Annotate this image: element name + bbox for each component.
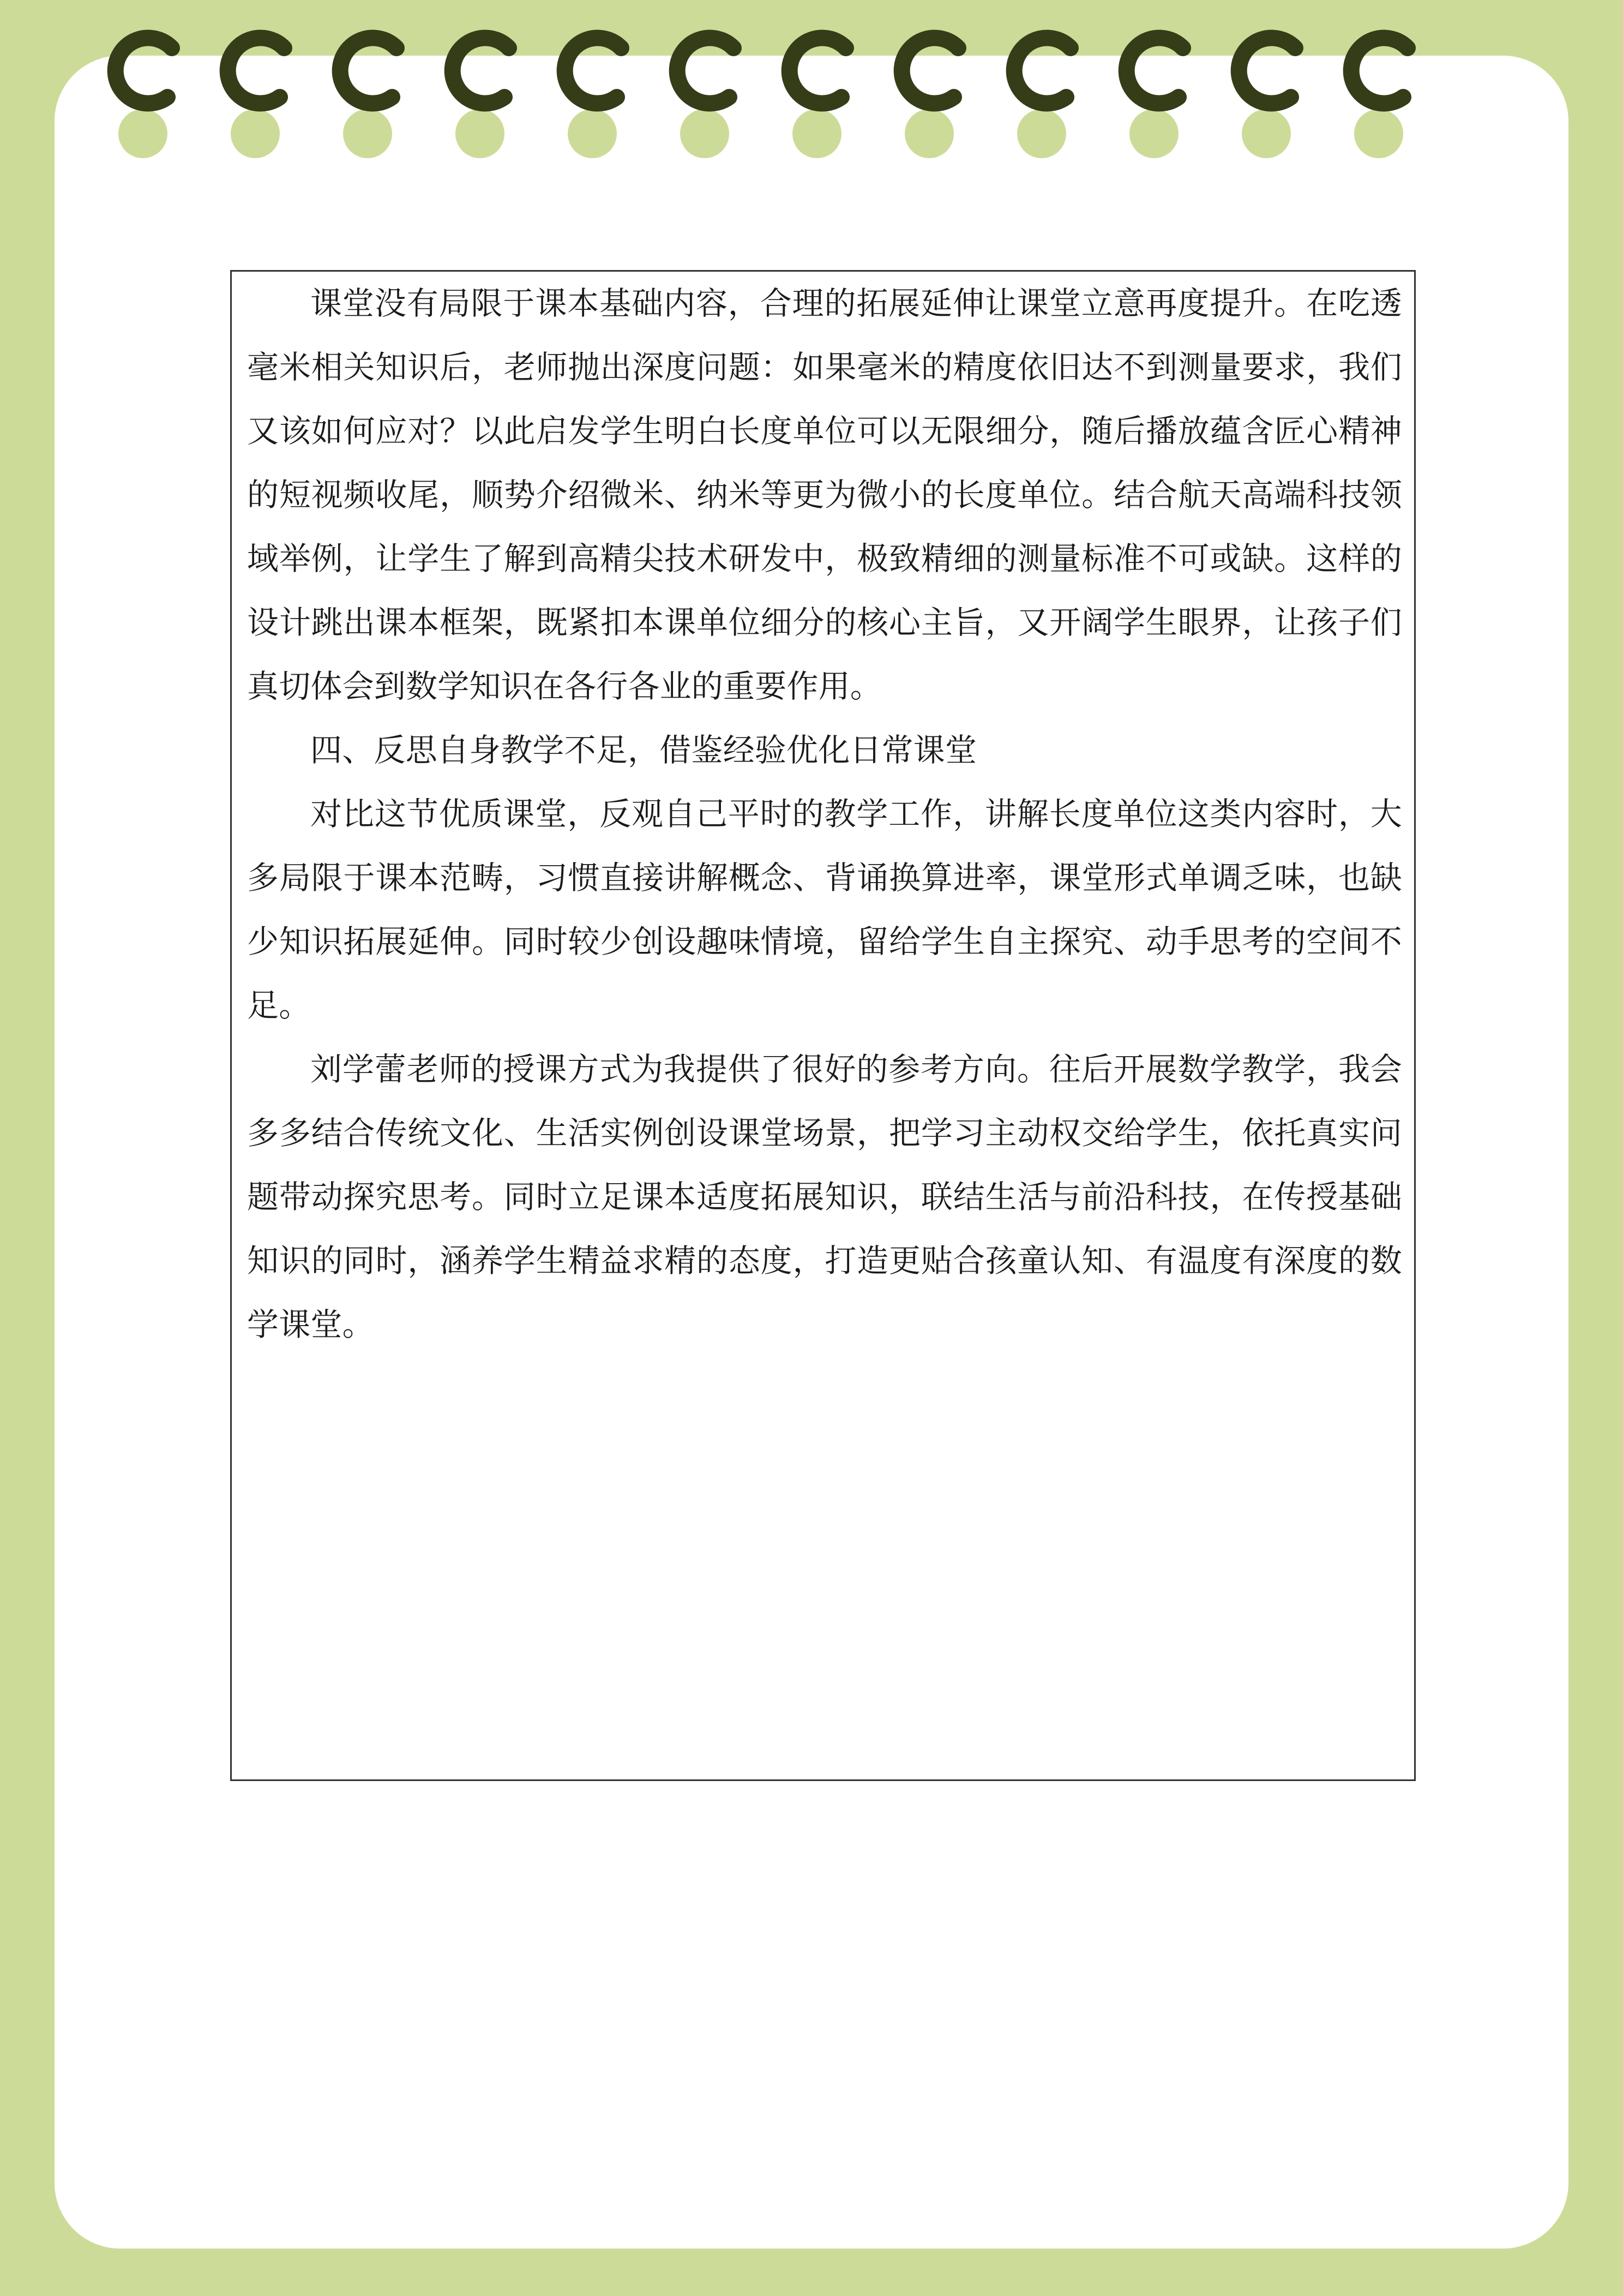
spiral-ring-icon	[97, 0, 189, 164]
spiral-ring-icon	[658, 0, 751, 164]
ring-arc	[546, 0, 639, 131]
ring-arc	[209, 0, 302, 131]
spiral-ring-icon	[434, 0, 526, 164]
spiral-ring-icon	[771, 0, 863, 164]
ring-arc	[658, 0, 751, 131]
ring-arc	[883, 0, 976, 131]
ring-arc	[771, 0, 863, 131]
section-heading: 四、反思自身教学不足，借鉴经验优化日常课堂	[310, 732, 977, 769]
paragraph-extension: 课堂没有局限于课本基础内容，合理的拓展延伸让课堂立意再度提升。在吃透毫米相关知识后，老师抛出深度问题：如果毫米的精度依旧达不到测量要求，我们又该如何应对？以此启发学生明白长度单位可以无限细分，随后播放蕴含匠心精神的短视频收尾，顺势介绍微米、纳米等更为微小的长度单位。结合航天高端科技领域举例，让学生了解到高精尖技术研发中，极致精细的测量标准不可或缺。这样的设计跳出课本框架，既紧扣本课单位细分的核心主旨，又开阔学生眼界，让孩子们真切体会到数学知识在各行各业的重要作用。	[247, 285, 1402, 705]
spiral-ring-icon	[1332, 0, 1425, 164]
ring-arc	[1332, 0, 1425, 131]
spiral-ring-icon	[1108, 0, 1200, 164]
paragraph-reflection: 对比这节优质课堂，反观自己平时的教学工作，讲解长度单位这类内容时，大多局限于课本范畴，习惯直接讲解概念、背诵换算进率，课堂形式单调乏味，也缺少知识拓展延伸。同时较少创设趣味情境，留给学生自主探究、动手思考的空间不足。	[247, 795, 1402, 1024]
spiral-ring-icon	[1220, 0, 1313, 164]
ring-arc	[995, 0, 1088, 131]
ring-arc	[434, 0, 526, 131]
ring-arc	[97, 0, 189, 131]
ring-arc	[1108, 0, 1200, 131]
document-body	[247, 272, 1402, 1357]
spiral-ring-icon	[883, 0, 976, 164]
text-frame	[230, 270, 1416, 1781]
spiral-binding	[0, 0, 1623, 164]
spiral-ring-icon	[321, 0, 414, 164]
spiral-ring-icon	[209, 0, 302, 164]
ring-arc	[321, 0, 414, 131]
paragraph-plan: 刘学蕾老师的授课方式为我提供了很好的参考方向。往后开展数学教学，我会多多结合传统文化、生活实例创设课堂场景，把学习主动权交给学生，依托真实问题带动探究思考。同时立足课本适度拓展知识，联结生活与前沿科技，在传授基础知识的同时，涵养学生精益求精的态度，打造更贴合孩童认知、有温度有深度的数学课堂。	[247, 1051, 1402, 1343]
spiral-ring-icon	[546, 0, 639, 164]
spiral-ring-icon	[995, 0, 1088, 164]
ring-arc	[1220, 0, 1313, 131]
